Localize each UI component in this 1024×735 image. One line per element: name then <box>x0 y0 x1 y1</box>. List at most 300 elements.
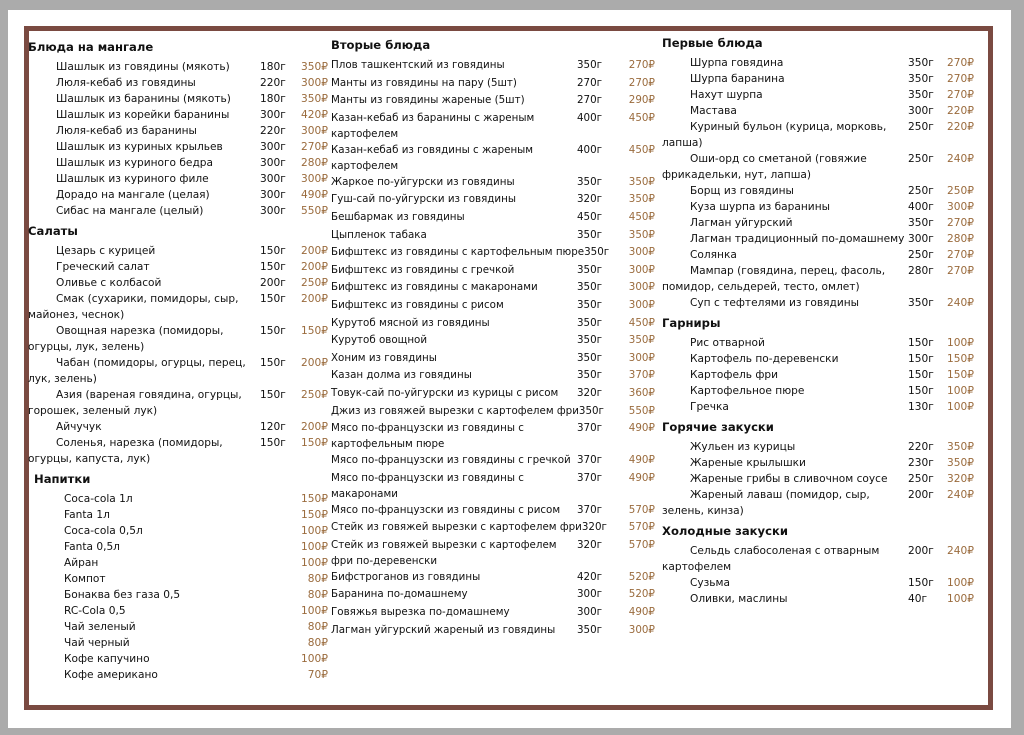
item-name: Говяжья вырезка по-домашнему <box>331 606 510 619</box>
item-name: Лагман уйгурский жареный из говядины <box>331 623 556 636</box>
menu-section <box>331 38 655 639</box>
menu-item <box>662 543 974 575</box>
item-price: 240₽ <box>947 489 974 501</box>
menu-section <box>28 224 328 467</box>
item-price: 300₽ <box>301 77 328 89</box>
item-price: 240₽ <box>947 153 974 165</box>
item-price: 360₽ <box>628 386 655 399</box>
menu-section <box>662 524 974 607</box>
item-price: 490₽ <box>628 454 655 467</box>
item-weight: 180г <box>260 93 286 105</box>
item-name: Шашлык из куриных крыльев <box>56 141 223 153</box>
item-weight: 150г <box>908 353 934 365</box>
menu-item <box>28 323 328 355</box>
item-weight: 370г <box>577 471 603 484</box>
section-title: Напитки <box>34 472 91 486</box>
item-name: Coca-cola 0,5л <box>64 525 143 537</box>
item-weight: 350г <box>577 175 603 188</box>
item-price: 520₽ <box>628 570 655 583</box>
item-price: 200₽ <box>301 245 328 257</box>
item-weight: 250г <box>908 121 934 133</box>
item-price: 150₽ <box>947 369 974 381</box>
item-price: 100₽ <box>301 605 328 617</box>
menu-item <box>28 243 328 259</box>
menu-item <box>662 335 974 351</box>
menu-item <box>28 155 328 171</box>
menu-item <box>662 383 974 399</box>
section-title: Блюда на мангале <box>28 40 154 54</box>
item-price: 280₽ <box>947 233 974 245</box>
item-name: Стейк из говяжей вырезки с картофелем фри по-деревенски <box>331 538 557 567</box>
menu-item <box>28 635 328 651</box>
item-weight: 350г <box>908 89 934 101</box>
item-name: Товук-сай по-уйгурски из курицы с рисом <box>331 386 559 399</box>
menu-item <box>662 367 974 383</box>
item-price: 240₽ <box>947 545 974 557</box>
item-name: Айран <box>64 557 99 569</box>
item-price: 100₽ <box>947 401 974 413</box>
item-price: 320₽ <box>947 473 974 485</box>
item-price: 70₽ <box>307 669 328 681</box>
item-name: Казан долма из говядины <box>331 369 472 382</box>
item-name: Сузьма <box>690 577 731 589</box>
menu-item <box>331 604 655 622</box>
item-price: 270₽ <box>947 265 974 277</box>
item-price: 150₽ <box>947 353 974 365</box>
menu-item <box>28 491 328 507</box>
menu-item <box>662 71 974 87</box>
menu-item <box>28 259 328 275</box>
item-name: Манты из говядины на пару (5шт) <box>331 76 517 89</box>
item-price: 490₽ <box>628 422 655 435</box>
item-name: Солянка <box>690 249 737 261</box>
item-price: 100₽ <box>301 557 328 569</box>
item-price: 490₽ <box>301 189 328 201</box>
item-weight: 350г <box>577 369 603 382</box>
menu-column-1 <box>28 40 328 688</box>
item-name: Бифштекс из говядины с макаронами <box>331 281 538 294</box>
item-weight: 320г <box>581 521 607 534</box>
item-name: Сельдь слабосоленая с отварным картофелем <box>662 545 880 573</box>
item-price: 150₽ <box>301 493 328 505</box>
item-weight: 270г <box>577 94 603 107</box>
item-name: Мясо по-французски из говядины с картофельным пюре <box>331 422 524 451</box>
item-name: Лагман традиционный по-домашнему <box>690 233 905 245</box>
menu-item <box>331 142 655 174</box>
item-price: 150₽ <box>301 437 328 449</box>
item-name: Овощная нарезка (помидоры, огурцы, лук, зелень) <box>28 325 224 353</box>
item-weight: 300г <box>260 109 286 121</box>
item-price: 220₽ <box>947 121 974 133</box>
item-name: Греческий салат <box>56 261 150 273</box>
menu-item <box>662 439 974 455</box>
item-name: Бифштекс из говядины с гречкой <box>331 263 515 276</box>
item-price: 80₽ <box>307 621 328 633</box>
item-name: Мясо по-французски из говядины с рисом <box>331 503 561 516</box>
item-weight: 150г <box>908 577 934 589</box>
menu-item <box>662 591 974 607</box>
item-weight: 220г <box>260 77 286 89</box>
menu-item <box>28 571 328 587</box>
menu-item <box>331 385 655 403</box>
menu-item <box>28 555 328 571</box>
item-weight: 150г <box>260 325 286 337</box>
menu-item <box>28 587 328 603</box>
item-name: Дорадо на мангале (целая) <box>56 189 210 201</box>
item-weight: 370г <box>577 503 603 516</box>
item-weight: 350г <box>577 351 603 364</box>
menu-item <box>662 263 974 295</box>
menu-item <box>28 91 328 107</box>
menu-item <box>662 351 974 367</box>
item-name: Кофе капучино <box>64 653 150 665</box>
menu-item <box>662 295 974 311</box>
menu-item <box>28 123 328 139</box>
menu-item <box>331 537 655 569</box>
item-weight: 320г <box>577 193 603 206</box>
item-price: 300₽ <box>628 351 655 364</box>
menu-item <box>331 279 655 297</box>
item-weight: 200г <box>260 277 286 289</box>
item-name: Курутоб овощной <box>331 334 428 347</box>
menu-section <box>28 472 328 683</box>
menu-item <box>662 247 974 263</box>
item-name: Картофель фри <box>690 369 779 381</box>
item-weight: 320г <box>577 386 603 399</box>
item-name: Fanta 1л <box>64 509 110 521</box>
item-price: 100₽ <box>947 577 974 589</box>
item-price: 250₽ <box>947 185 974 197</box>
item-price: 100₽ <box>301 541 328 553</box>
menu-item <box>662 399 974 415</box>
item-weight: 150г <box>260 245 286 257</box>
item-price: 270₽ <box>628 59 655 71</box>
item-weight: 150г <box>260 261 286 273</box>
menu-item <box>662 151 974 183</box>
item-weight: 40г <box>908 593 928 605</box>
item-name: Мастава <box>690 105 737 117</box>
item-price: 240₽ <box>947 297 974 309</box>
item-name: Суп с тефтелями из говядины <box>690 297 860 309</box>
item-weight: 350г <box>577 316 603 329</box>
menu-item <box>331 350 655 368</box>
item-price: 490₽ <box>628 471 655 484</box>
item-name: Люля-кебаб из говядины <box>56 77 196 89</box>
item-weight: 350г <box>577 263 603 276</box>
item-price: 490₽ <box>628 606 655 619</box>
item-price: 420₽ <box>301 109 328 121</box>
item-weight: 270г <box>577 76 603 89</box>
item-weight: 370г <box>577 422 603 435</box>
item-weight: 350г <box>577 623 603 636</box>
item-weight: 300г <box>908 105 934 117</box>
item-weight: 420г <box>577 570 603 583</box>
menu-item <box>28 59 328 75</box>
menu-item <box>28 667 328 683</box>
menu-item <box>662 87 974 103</box>
item-name: Рис отварной <box>690 337 765 349</box>
item-price: 520₽ <box>628 588 655 601</box>
menu-item <box>28 419 328 435</box>
menu-item <box>331 332 655 350</box>
menu-item <box>662 103 974 119</box>
menu-item <box>28 275 328 291</box>
menu-item <box>662 231 974 247</box>
item-name: Шашлык из корейки баранины <box>56 109 230 121</box>
menu-column-3 <box>662 36 974 612</box>
item-name: Азия (вареная говядина, огурцы, горошек, зеленый лук) <box>28 389 242 417</box>
item-name: Компот <box>64 573 106 585</box>
item-name: Нахут шурпа <box>690 89 763 101</box>
menu-item <box>331 622 655 640</box>
item-price: 100₽ <box>947 593 974 605</box>
menu-item <box>28 171 328 187</box>
menu-item <box>331 470 655 502</box>
menu-section <box>662 36 974 311</box>
item-name: Coca-cola 1л <box>64 493 133 505</box>
menu-item <box>331 367 655 385</box>
item-price: 200₽ <box>301 357 328 369</box>
item-price: 300₽ <box>947 201 974 213</box>
menu-item <box>662 575 974 591</box>
item-price: 100₽ <box>947 385 974 397</box>
item-price: 300₽ <box>628 246 655 259</box>
item-price: 450₽ <box>628 210 655 223</box>
item-weight: 350г <box>577 228 603 241</box>
item-price: 200₽ <box>301 421 328 433</box>
item-name: Бифстроганов из говядины <box>331 570 481 583</box>
item-name: Мясо по-французски из говядины с макаронами <box>331 471 524 500</box>
item-weight: 350г <box>578 404 604 417</box>
item-name: Шурпа баранина <box>690 73 785 85</box>
menu-item <box>28 619 328 635</box>
item-price: 150₽ <box>301 509 328 521</box>
item-weight: 300г <box>260 205 286 217</box>
menu-item <box>331 262 655 280</box>
section-title: Первые блюда <box>662 36 763 50</box>
item-price: 350₽ <box>628 175 655 188</box>
item-price: 300₽ <box>628 298 655 311</box>
item-weight: 350г <box>577 298 603 311</box>
item-weight: 400г <box>577 111 603 124</box>
menu-item <box>662 471 974 487</box>
item-price: 80₽ <box>307 573 328 585</box>
item-weight: 230г <box>908 457 934 469</box>
item-name: Смак (сухарики, помидоры, сыр, майонез, чеснок) <box>28 293 239 321</box>
item-name: Куриный бульон (курица, морковь, лапша) <box>662 121 887 149</box>
menu-item <box>331 502 655 520</box>
item-weight: 350г <box>584 246 610 259</box>
item-name: Жареный лаваш (помидор, сыр, зелень, кинза) <box>662 489 870 517</box>
item-price: 350₽ <box>947 441 974 453</box>
item-price: 80₽ <box>307 589 328 601</box>
item-weight: 350г <box>908 217 934 229</box>
section-title: Холодные закуски <box>662 524 788 538</box>
item-weight: 350г <box>908 57 934 69</box>
menu-item <box>28 355 328 387</box>
item-name: Мясо по-французски из говядины с гречкой <box>331 454 571 467</box>
menu-item <box>662 455 974 471</box>
section-title: Салаты <box>28 224 78 238</box>
item-name: Чай зеленый <box>64 621 136 633</box>
menu-item <box>331 110 655 142</box>
item-price: 550₽ <box>628 404 655 417</box>
item-weight: 220г <box>908 441 934 453</box>
menu-item <box>28 387 328 419</box>
item-name: Лагман уйгурский <box>690 217 793 229</box>
item-name: Гуш-сай по-уйгурски из говядины <box>331 193 516 206</box>
item-weight: 300г <box>577 588 603 601</box>
item-weight: 300г <box>260 141 286 153</box>
item-weight: 350г <box>577 334 603 347</box>
item-price: 270₽ <box>947 57 974 69</box>
item-price: 270₽ <box>947 249 974 261</box>
item-price: 220₽ <box>947 105 974 117</box>
item-name: Шашлык из куриного бедра <box>56 157 213 169</box>
section-title: Горячие закуски <box>662 420 774 434</box>
item-price: 250₽ <box>301 277 328 289</box>
item-name: Манты из говядины жареные (5шт) <box>331 94 525 107</box>
item-price: 300₽ <box>628 281 655 294</box>
item-price: 350₽ <box>301 61 328 73</box>
item-name: Гречка <box>690 401 729 413</box>
item-weight: 370г <box>577 454 603 467</box>
item-name: Курутоб мясной из говядины <box>331 316 490 329</box>
item-name: Айчучук <box>56 421 102 433</box>
item-name: Казан-кебаб из говядины с жареным картофелем <box>331 143 534 172</box>
item-weight: 300г <box>260 173 286 185</box>
item-price: 570₽ <box>628 538 655 551</box>
item-name: Бешбармак из говядины <box>331 210 465 223</box>
item-name: Баранина по-домашнему <box>331 588 468 601</box>
item-name: Жареные крылышки <box>690 457 806 469</box>
item-price: 300₽ <box>628 263 655 276</box>
item-weight: 250г <box>908 185 934 197</box>
item-price: 100₽ <box>301 653 328 665</box>
menu-item <box>28 507 328 523</box>
item-name: Стейк из говяжей вырезки с картофелем фри <box>331 521 582 534</box>
menu-section <box>28 40 328 219</box>
item-price: 450₽ <box>628 316 655 329</box>
item-price: 100₽ <box>947 337 974 349</box>
menu-item <box>331 227 655 245</box>
menu-item <box>331 92 655 110</box>
item-price: 80₽ <box>307 637 328 649</box>
menu-item <box>331 297 655 315</box>
item-price: 200₽ <box>301 261 328 273</box>
item-name: Жареные грибы в сливочном соусе <box>690 473 888 485</box>
item-name: Бонаква без газа 0,5 <box>64 589 181 601</box>
item-price: 290₽ <box>628 94 655 107</box>
menu-column-2 <box>331 38 655 644</box>
item-price: 270₽ <box>947 89 974 101</box>
item-name: Куза шурпа из баранины <box>690 201 830 213</box>
item-weight: 250г <box>908 473 934 485</box>
menu-section <box>662 420 974 519</box>
item-weight: 150г <box>260 389 286 401</box>
item-name: Плов ташкентский из говядины <box>331 59 505 71</box>
item-price: 100₽ <box>301 525 328 537</box>
item-price: 200₽ <box>301 293 328 305</box>
item-weight: 450г <box>577 210 603 223</box>
item-weight: 280г <box>908 265 934 277</box>
menu-item <box>28 603 328 619</box>
item-name: Жаркое по-уйгурски из говядины <box>331 175 515 188</box>
item-name: Сибас на мангале (целый) <box>56 205 204 217</box>
item-weight: 300г <box>577 606 603 619</box>
item-name: Чабан (помидоры, огурцы, перец, лук, зелень) <box>28 357 246 385</box>
item-weight: 250г <box>908 153 934 165</box>
item-price: 350₽ <box>301 93 328 105</box>
item-name: Борщ из говядины <box>690 185 794 197</box>
menu-item <box>331 57 655 75</box>
item-weight: 130г <box>908 401 934 413</box>
section-title: Вторые блюда <box>331 38 431 52</box>
menu-section <box>662 316 974 415</box>
item-name: Картофельное пюре <box>690 385 805 397</box>
item-name: Соленья, нарезка (помидоры, огурцы, капуста, лук) <box>28 437 223 465</box>
item-name: Жульен из курицы <box>690 441 796 453</box>
menu-item <box>662 119 974 151</box>
item-weight: 220г <box>260 125 286 137</box>
menu-item <box>331 569 655 587</box>
menu-item <box>662 183 974 199</box>
menu-item <box>28 107 328 123</box>
section-title: Гарниры <box>662 316 721 330</box>
item-weight: 200г <box>908 545 934 557</box>
menu-item <box>662 199 974 215</box>
menu-page <box>8 10 1011 728</box>
item-weight: 150г <box>908 369 934 381</box>
item-name: Шурпа говядина <box>690 57 784 69</box>
item-weight: 120г <box>260 421 286 433</box>
item-weight: 150г <box>908 337 934 349</box>
item-name: Казан-кебаб из баранины с жареным картофелем <box>331 111 535 140</box>
item-price: 350₽ <box>947 457 974 469</box>
item-name: Джиз из говяжей вырезки с картофелем фри <box>331 404 579 417</box>
menu-item <box>331 75 655 93</box>
item-weight: 350г <box>577 59 603 71</box>
item-price: 300₽ <box>301 173 328 185</box>
item-name: Цезарь с курицей <box>56 245 156 257</box>
menu-item <box>331 209 655 227</box>
item-price: 270₽ <box>947 73 974 85</box>
menu-item <box>331 586 655 604</box>
item-weight: 150г <box>260 293 286 305</box>
item-price: 300₽ <box>628 623 655 636</box>
menu-item <box>331 174 655 192</box>
item-price: 280₽ <box>301 157 328 169</box>
item-weight: 200г <box>908 489 934 501</box>
item-price: 370₽ <box>628 369 655 382</box>
item-weight: 250г <box>908 249 934 261</box>
menu-item <box>662 55 974 71</box>
item-weight: 320г <box>577 538 603 551</box>
menu-item <box>331 244 655 262</box>
item-name: Оливки, маслины <box>690 593 788 605</box>
menu-item <box>28 75 328 91</box>
item-weight: 150г <box>260 357 286 369</box>
item-weight: 150г <box>260 437 286 449</box>
item-price: 550₽ <box>301 205 328 217</box>
item-price: 270₽ <box>301 141 328 153</box>
item-name: Цыпленок табака <box>331 228 427 241</box>
item-name: Шашлык из куриного филе <box>56 173 209 185</box>
menu-item <box>662 215 974 231</box>
item-name: RC-Cola 0,5 <box>64 605 126 617</box>
item-name: Шашлык из баранины (мякоть) <box>56 93 231 105</box>
item-price: 270₽ <box>628 76 655 89</box>
